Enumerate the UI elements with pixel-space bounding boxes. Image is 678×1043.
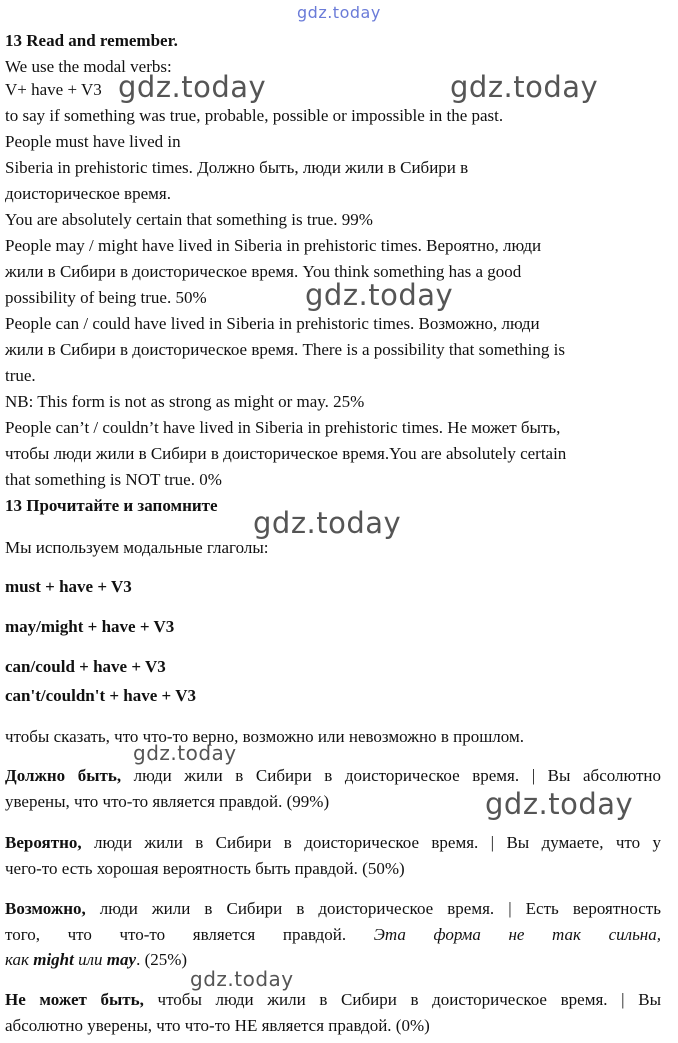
must-line-3: доисторическое время.	[5, 184, 171, 203]
watermark: gdz.today	[253, 506, 402, 540]
ru-paragraph-3-line-3	[5, 950, 187, 970]
ru-p1-text: люди жили в Сибири в доисторическое время. | Вы абсолютно	[121, 766, 662, 785]
watermark: gdz.today	[133, 741, 237, 765]
may-line-2: жили в Сибири в доисторическое время. You think something has a good	[5, 262, 522, 281]
ru-p4-bold: Не может быть,	[5, 990, 144, 1009]
english-purpose: to say if something was true, probable, possible or impossible in the past.	[5, 106, 504, 125]
russian-intro: Мы используем модальные глаголы:	[5, 538, 269, 557]
english-heading: 13 Read and remember.	[5, 31, 178, 50]
cant-line-3: that something is NOT true. 0%	[5, 470, 222, 489]
ru-p2-text: люди жили в Сибири в доисторическое время. | Вы думаете, что у	[81, 833, 661, 852]
formula-can: can/could + have + V3	[5, 657, 166, 676]
ru-paragraph-4-line-2: абсолютно уверены, что что-то НЕ является правдой. (0%)	[5, 1016, 430, 1035]
ru-paragraph-3-line-2	[5, 925, 661, 945]
ru-p3-text-2: того, что что-то является правдой.	[5, 925, 374, 944]
ru-paragraph-1-line-1	[5, 766, 661, 786]
watermark: gdz.today	[118, 70, 267, 104]
must-note: You are absolutely certain that something is true. 99%	[5, 210, 373, 229]
can-line-3: true.	[5, 366, 36, 385]
english-formula: V+ have + V3	[5, 80, 102, 99]
can-line-2: жили в Сибири в доисторическое время. There is a possibility that something is	[5, 340, 565, 359]
cant-line-2: чтобы люди жили в Сибири в доисторическое время.You are absolutely certain	[5, 444, 567, 463]
ru-p3-might: might	[33, 950, 74, 969]
may-line-1: People may / might have lived in Siberia in prehistoric times. Вероятно, люди	[5, 236, 542, 255]
watermark: gdz.today	[190, 967, 294, 991]
ru-paragraph-2-line-1	[5, 833, 661, 853]
ru-p1-bold: Должно быть,	[5, 766, 122, 785]
ru-p3-text: люди жили в Сибири в доисторическое время. | Есть вероятность	[85, 899, 661, 918]
watermark: gdz.today	[450, 70, 599, 104]
ru-p3-may: may	[106, 950, 137, 969]
watermark-top: gdz.today	[297, 3, 381, 22]
watermark: gdz.today	[305, 278, 454, 312]
ru-paragraph-3-line-1	[5, 899, 661, 919]
ru-p3-end: . (25%)	[136, 950, 188, 969]
ru-paragraph-4-line-1	[5, 990, 661, 1010]
ru-p3-italic: Эта форма не так сильна,	[373, 925, 661, 944]
ru-paragraph-2-line-2: чего-то есть хорошая вероятность быть правдой. (50%)	[5, 859, 405, 878]
ru-p4-text: чтобы люди жили в Сибири в доисторическое время. | Вы	[143, 990, 662, 1009]
ru-p2-bold: Вероятно,	[5, 833, 82, 852]
ru-paragraph-1-line-2: уверены, что что-то является правдой. (99%)	[5, 792, 330, 811]
formula-must: must + have + V3	[5, 577, 132, 596]
must-line-1: People must have lived in	[5, 132, 181, 151]
cant-line-1: People can’t / couldn’t have lived in Siberia in prehistoric times. Не может быть,	[5, 418, 561, 437]
russian-purpose: чтобы сказать, что что-то верно, возможно или невозможно в прошлом.	[5, 727, 524, 746]
must-line-2: Siberia in prehistoric times. Должно быть, люди жили в Сибири в	[5, 158, 469, 177]
russian-heading: 13 Прочитайте и запомните	[5, 496, 218, 515]
watermark: gdz.today	[485, 787, 634, 821]
nb-note: NB: This form is not as strong as might or may. 25%	[5, 392, 365, 411]
ru-p3-italic-b: или	[73, 950, 107, 969]
can-line-1: People can / could have lived in Siberia in prehistoric times. Возможно, люди	[5, 314, 540, 333]
may-line-3: possibility of being true. 50%	[5, 288, 207, 307]
ru-p3-bold: Возможно,	[5, 899, 86, 918]
ru-p3-italic-a: как	[5, 950, 34, 969]
formula-may: may/might + have + V3	[5, 617, 175, 636]
formula-cant: can't/couldn't + have + V3	[5, 686, 196, 705]
english-intro: We use the modal verbs:	[5, 57, 172, 76]
